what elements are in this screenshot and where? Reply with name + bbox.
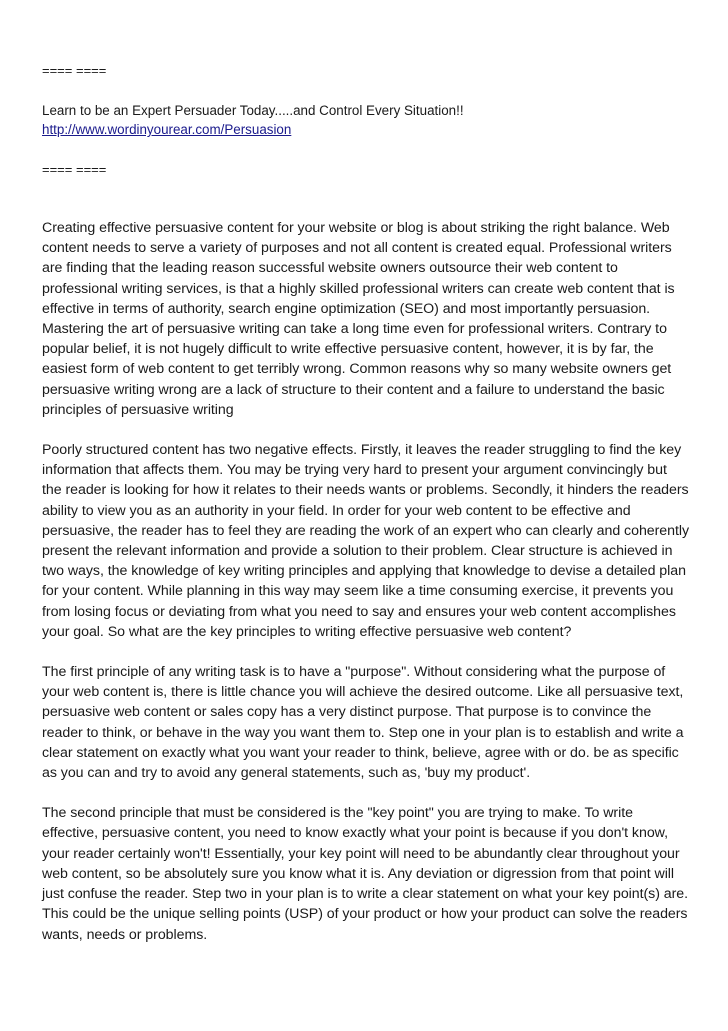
promo-link-line bbox=[42, 120, 690, 139]
promo-link[interactable]: http://www.wordinyourear.com/Persuasion bbox=[42, 122, 292, 137]
paragraph: The second principle that must be considered is the "key point" you are trying to make. To write effective, persuasive content, you need to know exactly what your point is because if you don't know, your reader certainly won't! Essentially, your key point will need to be abundantly clear throughout your web content, so be absolutely sure you know what it is. Any deviation or digression from that point will just confuse the reader. Step two in your plan is to write a clear statement on what your key point(s) are. This could be the unique selling points (USP) of your product or how your product can solve the readers wants, needs or problems. bbox=[42, 805, 689, 943]
document-page bbox=[42, 62, 690, 965]
separator-bottom: ==== ==== bbox=[42, 162, 107, 177]
separator-top: ==== ==== bbox=[42, 63, 107, 78]
promo-headline: Learn to be an Expert Persuader Today.....and Control Every Situation!! bbox=[42, 103, 464, 118]
paragraph: Creating effective persuasive content for your website or blog is about striking the right balance. Web content needs to serve a variety of purposes and not all content is created equal. Professional writers are finding that the leading reason successful website owners outsource their web content to professional writing services, is that a highly skilled professional writers can create web content that is effective in terms of authority, search engine optimization (SEO) and most importantly persuasion. Mastering the art of persuasive writing can take a long time even for professional writers. Contrary to popular belief, it is not hugely difficult to write effective persuasive content, however, it is by far, the easiest form of web content to get terribly wrong. Common reasons why so many website owners get persuasive writing wrong are a lack of structure to their content and a failure to understand the basic principles of persuasive writing bbox=[42, 220, 675, 418]
article-body bbox=[42, 218, 690, 945]
paragraph: The first principle of any writing task is to have a "purpose". Without considering what the purpose of your web content is, there is little chance you will achieve the desired outcome. Like all persuasive text, persuasive web content or sales copy has a very distinct purpose. That purpose is to convince the reader to think, or behave in the way you want them to. Step one in your plan is to establish and write a clear statement on exactly what you want your reader to think, believe, agree with or do. be as specific as you can and try to avoid any general statements, such as, 'buy my product'. bbox=[42, 664, 684, 782]
paragraph: Poorly structured content has two negative effects. Firstly, it leaves the reader struggling to find the key information that affects them. You may be trying very hard to present your argument convincingly but the reader is looking for how it relates to their needs wants or problems. Secondly, it hinders the readers ability to view you as an authority in your field. In order for your web content to be effective and persuasive, the reader has to feel they are reading the work of an expert who can clearly and coherently present the relevant information and provide a solution to their problem. Clear structure is achieved in two ways, the knowledge of key writing principles and applying that knowledge to devise a detailed plan for your content. While planning in this way may seem like a time consuming exercise, it prevents you from losing focus or deviating from what you need to say and ensures your web content accomplishes your goal. So what are the key principles to writing effective persuasive web content? bbox=[42, 442, 690, 640]
